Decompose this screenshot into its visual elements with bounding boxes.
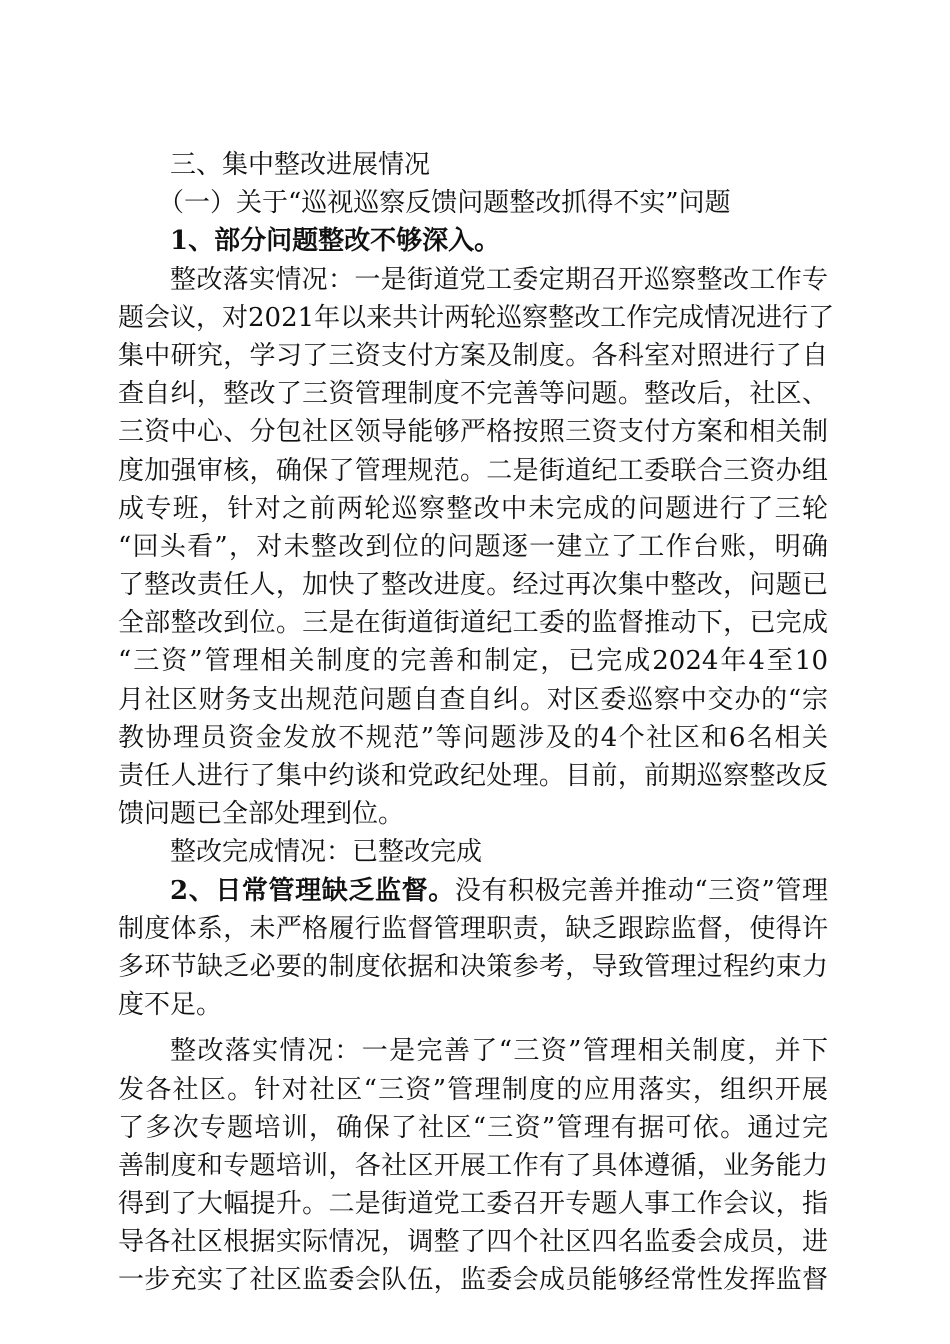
issue-2-description	[118, 872, 828, 1025]
paragraph-line: 度不足。	[118, 990, 223, 1021]
paragraph-line: 制度体系，未严格履行监督管理职责，缺乏跟踪监督，使得许	[118, 913, 828, 944]
paragraph-line: “三资”管理相关制度的完善和制定，已完成2024年4至10	[118, 646, 828, 677]
paragraph-line: 整改落实情况：一是街道党工委定期召开巡察整改工作专	[170, 264, 828, 295]
paragraph-line: 度加强审核，确保了管理规范。二是街道纪工委联合三资办组	[118, 455, 828, 486]
issue-2-description-first: 没有积极完善并推动“三资”管理	[454, 875, 829, 906]
paragraph-line	[118, 872, 828, 910]
issue-2-title: 2、日常管理缺乏监督。	[170, 875, 455, 906]
paragraph-line: 月社区财务支出规范问题自查自纠。对区委巡察中交办的“宗	[118, 684, 828, 715]
paragraph-line: 多环节缺乏必要的制度依据和决策参考，导致管理过程约束力	[118, 951, 828, 982]
issue-1-completion: 整改完成情况：已整改完成	[170, 837, 483, 868]
subsection-heading: （一）关于“巡视巡察反馈问题整改抓得不实”问题	[158, 188, 731, 219]
paragraph-line: 一步充实了社区监委会队伍，监委会成员能够经常性发挥监督	[118, 1265, 828, 1296]
paragraph-line: “回头看”，对未整改到位的问题逐一建立了工作台账，明确	[118, 531, 828, 562]
paragraph-line: 三资中心、分包社区领导能够严格按照三资支付方案和相关制	[118, 417, 828, 448]
paragraph-line: 责任人进行了集中约谈和党政纪处理。目前，前期巡察整改反	[118, 761, 828, 791]
paragraph-line: 导各社区根据实际情况，调整了四个社区四名监委会成员，进	[118, 1227, 828, 1258]
paragraph-line: 善制度和专题培训，各社区开展工作有了具体遵循，业务能力	[118, 1150, 828, 1181]
paragraph-line: 发各社区。针对社区“三资”管理制度的应用落实，组织开展	[118, 1074, 828, 1105]
paragraph-line: 整改落实情况：一是完善了“三资”管理相关制度，并下	[170, 1036, 828, 1067]
paragraph-line: 集中研究，学习了三资支付方案及制度。各科室对照进行了自	[118, 340, 828, 371]
paragraph-line: 教协理员资金发放不规范”等问题涉及的4个社区和6名相关	[118, 722, 828, 753]
section-heading: 三、集中整改进展情况	[170, 150, 431, 180]
issue-1-implementation	[118, 261, 835, 834]
paragraph-line: 得到了大幅提升。二是街道党工委召开专题人事工作会议，指	[118, 1189, 828, 1220]
paragraph-line: 了多次专题培训，确保了社区“三资”管理有据可依。通过完	[118, 1112, 828, 1143]
paragraph-line: 馈问题已全部处理到位。	[118, 799, 405, 830]
paragraph-line: 了整改责任人，加快了整改进度。经过再次集中整改，问题已	[118, 570, 828, 601]
paragraph-line: 全部整改到位。三是在街道街道纪工委的监督推动下，已完成	[118, 608, 828, 639]
issue-1-title: 1、部分问题整改不够深入。	[170, 226, 501, 257]
paragraph-line: 题会议，对2021年以来共计两轮巡察整改工作完成情况进行了	[118, 302, 835, 333]
issue-2-implementation	[118, 1032, 828, 1299]
document-page	[118, 146, 835, 1300]
paragraph-line: 成专班，针对之前两轮巡察整改中未完成的问题进行了三轮	[118, 493, 828, 524]
paragraph-line: 查自纠，整改了三资管理制度不完善等问题。整改后，社区、	[118, 379, 828, 410]
